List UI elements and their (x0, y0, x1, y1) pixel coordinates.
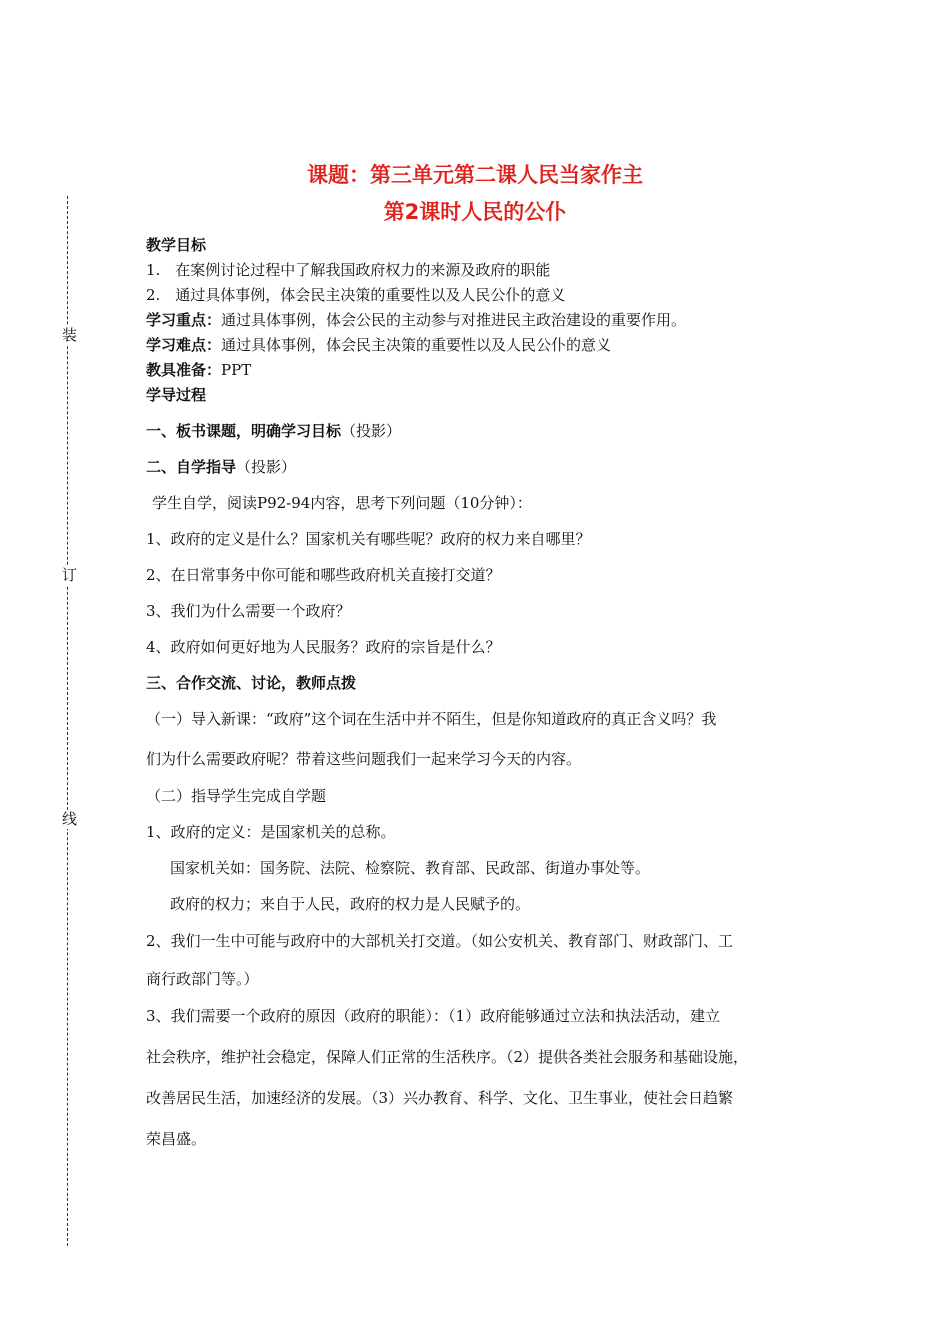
process-heading: 学导过程 (146, 386, 207, 404)
answer-1: 1、政府的定义：是国家机关的总称。 (146, 823, 396, 841)
answer-2-line2: 商行政部门等。） (146, 970, 259, 988)
focus-text: 通过具体事例，体会公民的主动参与对推进民主政治建设的重要作用。 (221, 311, 687, 329)
difficulty-label: 学习难点： (146, 336, 222, 354)
focus-label: 学习重点： (146, 311, 222, 329)
binding-mark-xian: 线 (62, 810, 78, 828)
section1-heading: 一、板书课题，明确学习目标 (146, 422, 342, 440)
question-1: 1、政府的定义是什么？国家机关有哪些呢？政府的权力来自哪里？ (146, 530, 591, 548)
tools-label: 教具准备： (146, 361, 222, 379)
guide-heading: （二）指导学生完成自学题 (146, 787, 327, 805)
answer-3-line2: 社会秩序，维护社会稳定，保障人们正常的生活秩序。（2）提供各类社会服务和基础设施， (146, 1048, 749, 1066)
section1-line (146, 422, 401, 440)
tools-text: PPT (221, 361, 252, 379)
binding-mark-ding: 订 (62, 566, 78, 584)
answer-2-line1: 2、我们一生中可能与政府中的大部机关打交道。（如公安机关、教育部门、财政部门、工 (146, 932, 734, 950)
intro-paragraph-line2: 们为什么需要政府呢？带着这些问题我们一起来学习今天的内容。 (146, 750, 582, 768)
objective-1: 1. 在案例讨论过程中了解我国政府权力的来源及政府的职能 (146, 261, 551, 279)
answer-1-power: 政府的权力；来自于人民，政府的权力是人民赋予的。 (170, 895, 531, 913)
objectives-heading: 教学目标 (146, 236, 207, 254)
objective-2: 2. 通过具体事例，体会民主决策的重要性以及人民公仆的意义 (146, 286, 566, 304)
question-4: 4、政府如何更好地为人民服务？政府的宗旨是什么？ (146, 638, 501, 656)
question-2: 2、在日常事务中你可能和哪些政府机关直接打交道？ (146, 566, 501, 584)
title-line1: 课题：第三单元第二课人民当家作主 (307, 163, 643, 187)
section1-note: （投影） (341, 422, 402, 440)
section3-heading: 三、合作交流、讨论，教师点拨 (146, 674, 357, 692)
focus-line (146, 311, 686, 329)
section2-intro: 学生自学，阅读P92-94内容，思考下列问题（10分钟）： (152, 494, 532, 512)
answer-3-line4: 荣昌盛。 (146, 1130, 207, 1148)
title-line2: 第2课时人民的公仆 (383, 200, 567, 224)
intro-paragraph-line1: （一）导入新课：“政府”这个词在生活中并不陌生，但是你知道政府的真正含义吗？我 (146, 710, 717, 728)
section2-note: （投影） (236, 458, 297, 476)
answer-1-organs: 国家机关如：国务院、法院、检察院、教育部、民政部、街道办事处等。 (170, 859, 651, 877)
section2-line (146, 458, 296, 476)
binding-dashed-line (67, 196, 68, 1246)
question-3: 3、我们为什么需要一个政府？ (146, 602, 351, 620)
binding-mark-zhuang: 装 (62, 326, 78, 344)
difficulty-line (146, 336, 611, 354)
difficulty-text: 通过具体事例，体会民主决策的重要性以及人民公仆的意义 (221, 336, 612, 354)
section2-heading: 二、自学指导 (146, 458, 237, 476)
answer-3-line1: 3、我们需要一个政府的原因（政府的职能）：（1）政府能够通过立法和执法活动，建立 (146, 1007, 721, 1025)
tools-line (146, 361, 251, 379)
answer-3-line3: 改善居民生活，加速经济的发展。（3）兴办教育、科学、文化、卫生事业，使社会日趋繁 (146, 1089, 734, 1107)
